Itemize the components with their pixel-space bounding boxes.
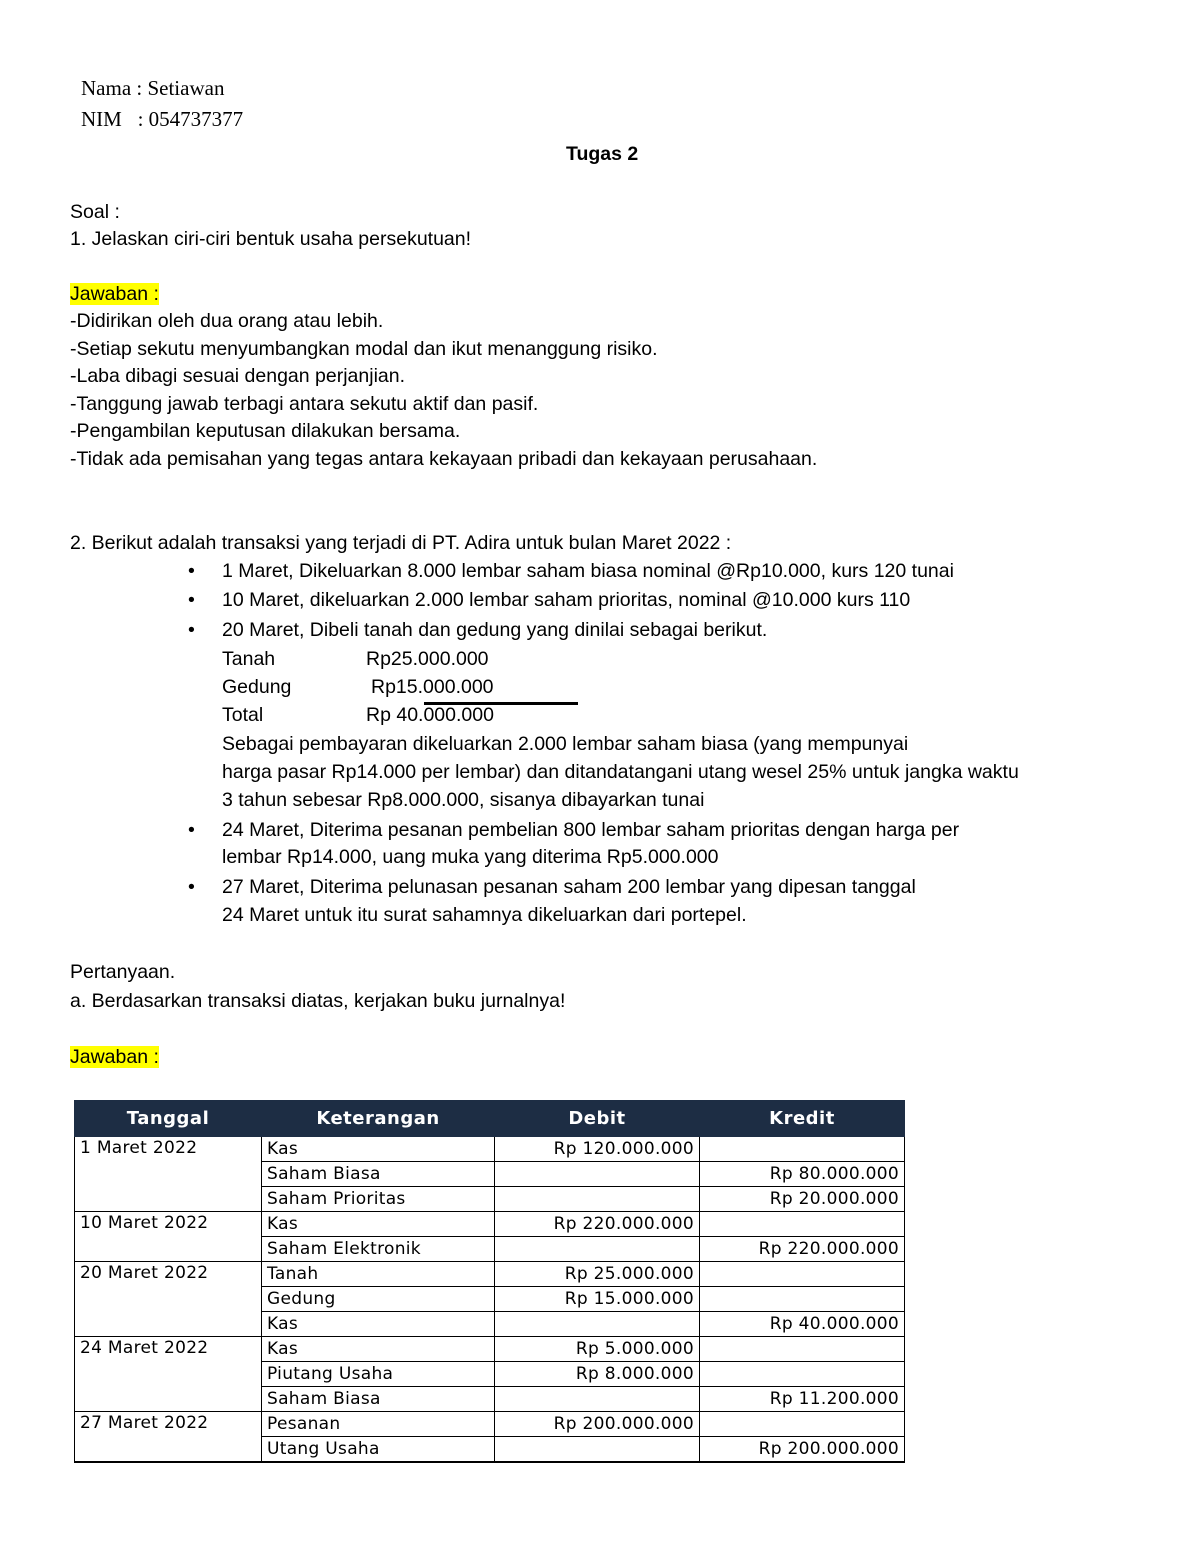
date-cell: 24 Maret 2022 [75, 1337, 262, 1412]
keterangan-cell: Gedung [262, 1287, 495, 1312]
keterangan-cell: Kas [262, 1312, 495, 1337]
bullet: • [188, 589, 195, 611]
transaction-3: • 20 Maret, Dibeli tanah dan gedung yang dinilai sebagai berikut. [222, 616, 767, 644]
asset-label: Total [222, 704, 264, 726]
keterangan-cell: Kas [262, 1212, 495, 1237]
debit-cell [495, 1237, 700, 1262]
header-kredit: Kredit [700, 1101, 905, 1137]
asset-value: Rp 40.000.000 [366, 704, 494, 726]
kredit-cell: Rp 80.000.000 [700, 1162, 905, 1187]
asset-label: Gedung [222, 676, 292, 698]
debit-cell: Rp 120.000.000 [495, 1137, 700, 1162]
transaction-3-detail: 3 tahun sebesar Rp8.000.000, sisanya dibayarkan tunai [222, 789, 705, 811]
bullet: • [188, 876, 195, 898]
keterangan-cell: Pesanan [262, 1412, 495, 1437]
date-cell: 1 Maret 2022 [75, 1137, 262, 1212]
kredit-cell [700, 1212, 905, 1237]
question-a: a. Berdasarkan transaksi diatas, kerjakan buku jurnalnya! [70, 990, 566, 1012]
answer-line: -Laba dibagi sesuai dengan perjanjian. [70, 365, 406, 387]
kredit-cell [700, 1412, 905, 1437]
answer-line: -Pengambilan keputusan dilakukan bersama. [70, 420, 461, 442]
student-name: Nama : Setiawan [81, 76, 225, 100]
asset-value: Rp15.000.000 [371, 676, 494, 698]
date-cell: 20 Maret 2022 [75, 1262, 262, 1337]
debit-cell: Rp 5.000.000 [495, 1337, 700, 1362]
header-keterangan: Keterangan [262, 1101, 495, 1137]
table-row [75, 1212, 905, 1237]
transaction-3-detail: Sebagai pembayaran dikeluarkan 2.000 lembar saham biasa (yang mempunyai [222, 733, 909, 755]
pertanyaan-label: Pertanyaan. [70, 961, 176, 983]
kredit-cell: Rp 11.200.000 [700, 1387, 905, 1412]
transaction-2: • 10 Maret, dikeluarkan 2.000 lembar saham prioritas, nominal @10.000 kurs 110 [222, 586, 910, 614]
bullet: • [188, 560, 195, 582]
bullet: • [188, 819, 195, 841]
answer-line: -Setiap sekutu menyumbangkan modal dan ikut menanggung risiko. [70, 338, 658, 360]
kredit-cell [700, 1337, 905, 1362]
date-cell: 27 Maret 2022 [75, 1412, 262, 1463]
transaction-3-detail: harga pasar Rp14.000 per lembar) dan ditandatangani utang wesel 25% untuk jangka waktu [222, 761, 1019, 783]
answer-label-1: Jawaban : [70, 283, 159, 305]
debit-cell [495, 1387, 700, 1412]
table-row [75, 1337, 905, 1362]
question-1: 1. Jelaskan ciri-ciri bentuk usaha persekutuan! [70, 228, 472, 250]
asset-label: Tanah [222, 648, 276, 670]
page-title: Tugas 2 [566, 143, 639, 165]
debit-cell [495, 1312, 700, 1337]
kredit-cell [700, 1262, 905, 1287]
transaction-4-cont: lembar Rp14.000, uang muka yang diterima Rp5.000.000 [222, 846, 719, 868]
transaction-1: • 1 Maret, Dikeluarkan 8.000 lembar saham biasa nominal @Rp10.000, kurs 120 tunai [222, 557, 954, 585]
debit-cell: Rp 8.000.000 [495, 1362, 700, 1387]
keterangan-cell: Kas [262, 1337, 495, 1362]
soal-label: Soal : [70, 201, 120, 223]
debit-cell [495, 1162, 700, 1187]
keterangan-cell: Saham Prioritas [262, 1187, 495, 1212]
header-tanggal: Tanggal [75, 1101, 262, 1137]
header-debit: Debit [495, 1101, 700, 1137]
kredit-cell: Rp 220.000.000 [700, 1237, 905, 1262]
keterangan-cell: Tanah [262, 1262, 495, 1287]
journal-table [74, 1100, 905, 1463]
kredit-cell [700, 1362, 905, 1387]
answer-line: -Tidak ada pemisahan yang tegas antara kekayaan pribadi dan kekayaan perusahaan. [70, 448, 818, 470]
student-nim: NIM : 054737377 [81, 107, 244, 131]
kredit-cell [700, 1137, 905, 1162]
keterangan-cell: Saham Biasa [262, 1387, 495, 1412]
journal-header-row [75, 1101, 905, 1137]
transaction-5-cont: 24 Maret untuk itu surat sahamnya dikeluarkan dari portepel. [222, 904, 747, 926]
keterangan-cell: Saham Biasa [262, 1162, 495, 1187]
kredit-cell: Rp 20.000.000 [700, 1187, 905, 1212]
answer-label-2: Jawaban : [70, 1046, 159, 1068]
debit-cell: Rp 200.000.000 [495, 1412, 700, 1437]
table-row [75, 1137, 905, 1162]
keterangan-cell: Piutang Usaha [262, 1362, 495, 1387]
date-cell: 10 Maret 2022 [75, 1212, 262, 1262]
table-row [75, 1412, 905, 1437]
keterangan-cell: Utang Usaha [262, 1437, 495, 1463]
debit-cell: Rp 220.000.000 [495, 1212, 700, 1237]
asset-value: Rp25.000.000 [366, 648, 489, 670]
keterangan-cell: Saham Elektronik [262, 1237, 495, 1262]
kredit-cell: Rp 40.000.000 [700, 1312, 905, 1337]
answer-line: -Tanggung jawab terbagi antara sekutu aktif dan pasif. [70, 393, 539, 415]
kredit-cell: Rp 200.000.000 [700, 1437, 905, 1463]
transaction-5: • 27 Maret, Diterima pelunasan pesanan saham 200 lembar yang dipesan tanggal [222, 873, 916, 901]
question-2-intro: 2. Berikut adalah transaksi yang terjadi di PT. Adira untuk bulan Maret 2022 : [70, 532, 732, 554]
answer-line: -Didirikan oleh dua orang atau lebih. [70, 310, 384, 332]
debit-cell: Rp 25.000.000 [495, 1262, 700, 1287]
debit-cell [495, 1187, 700, 1212]
debit-cell [495, 1437, 700, 1463]
kredit-cell [700, 1287, 905, 1312]
debit-cell: Rp 15.000.000 [495, 1287, 700, 1312]
keterangan-cell: Kas [262, 1137, 495, 1162]
table-row [75, 1262, 905, 1287]
transaction-4: • 24 Maret, Diterima pesanan pembelian 800 lembar saham prioritas dengan harga per [222, 816, 959, 844]
bullet: • [188, 619, 195, 641]
